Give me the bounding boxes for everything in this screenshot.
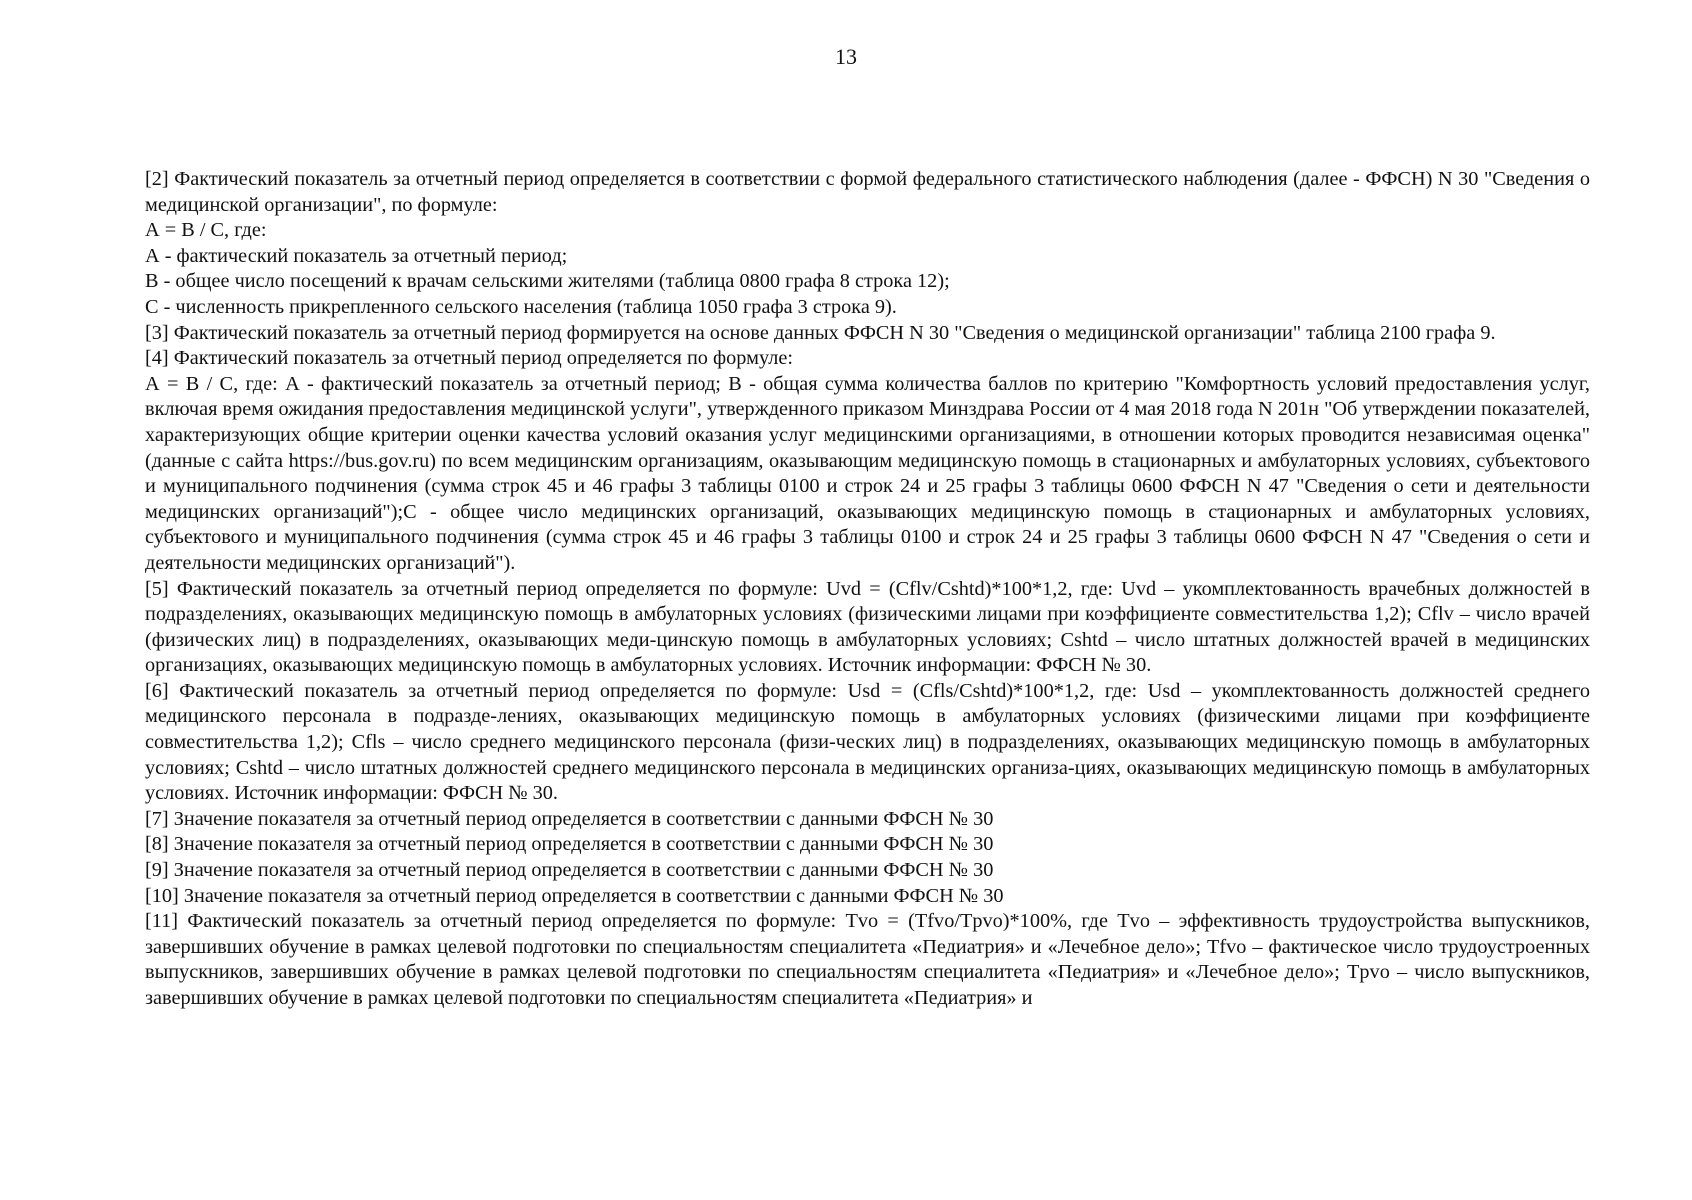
definition-a: А - фактический показатель за отчетный период; bbox=[145, 244, 568, 267]
footnote-2-paragraph: [2] Фактический показатель за отчетный период определяется в соответствии с формой федерального статистического наблюдения (далее - ФФСН) N 30 "Сведения о медицинской организации", по формуле: bbox=[145, 168, 1590, 216]
footnote-6-paragraph: [6] Фактический показатель за отчетный период определяется по формуле: Usd = (Cfls/Cshtd)*100*1,2, где: Usd – укомплектованность должностей среднего медицинского персонала в подразде-лениях, оказывающих медицинскую помощь в амбулаторных условиях (физическими лицами при коэффициенте совместительства 1,2); Cfls – число среднего медицинского персонала (физи-ческих лиц) в подразделениях, оказывающих медицинскую помощь в амбулаторных условиях; Cshtd – число штатных должностей среднего медицинского персонала в медицинских организа-циях, оказывающих медицинскую помощь в амбулаторных условиях. Источник информации: ФФСН № 30. bbox=[145, 679, 1590, 805]
definition-b: В - общее число посещений к врачам сельскими жителями (таблица 0800 графа 8 строка 12); bbox=[145, 270, 950, 293]
definition-c: С - численность прикрепленного сельского населения (таблица 1050 графа 3 строка 9). bbox=[145, 295, 897, 318]
footnote-8-paragraph: [8] Значение показателя за отчетный период определяется в соответствии с данными ФФСН № 30 bbox=[145, 833, 994, 856]
footnote-4-formula: А = В / С, где: А - фактический показатель за отчетный период; В - общая сумма количества баллов по критерию "Комфортность условий предоставления услуг, включая время ожидания предоставления медицинской услуги", утвержденного приказом Минздрава России от 4 мая 2018 года N 201н "Об утверждении показателей, характеризующих общие критерии оценки качества условий оказания услуг медицинскими организациями, в отношении которых проводится независимая оценка" (данные с сайта https://bus.gov.ru) по всем медицинским организациям, оказывающим медицинскую помощь в стационарных и амбулаторных условиях, субъектового и муниципального подчинения (сумма строк 45 и 46 графы 3 таблицы 0100 и строк 24 и 25 графы 3 таблицы 0600 ФФСН N 47 "Сведения о сети и деятельности медицинских организаций");С - общее число медицинских организаций, оказывающих медицинскую помощь в стационарных и амбулаторных условиях, субъектового и муниципального подчинения (сумма строк 45 и 46 графы 3 таблицы 0100 и строк 24 и 25 графы 3 таблицы 0600 ФФСН N 47 "Сведения о сети и деятельности медицинских организаций"). bbox=[145, 372, 1590, 574]
footnote-9-paragraph: [9] Значение показателя за отчетный период определяется в соответствии с данными ФФСН № 30 bbox=[145, 859, 994, 882]
formula-line: А = В / С, где: bbox=[145, 219, 267, 242]
footnote-11-paragraph: [11] Фактический показатель за отчетный период определяется по формуле: Tvo = (Tfvo/Tpvo)*100%, где Tvo – эффективность трудоустройства выпускников, завершивших обучение в рамках целевой подготовки по специальностям специалитета «Педиатрия» и «Лечебное дело»; Tfvo – фактическое число трудоустроенных выпускников, завершивших обучение в рамках целевой подготовки по специальностям специалитета «Педиатрия» и «Лечебное дело»; Tpvo – число выпускников, завершивших обучение в рамках целевой подготовки по специальностям специалитета «Педиатрия» и bbox=[145, 910, 1590, 1009]
footnote-7-paragraph: [7] Значение показателя за отчетный период определяется в соответствии с данными ФФСН № 30 bbox=[145, 807, 994, 830]
footnote-4-paragraph: [4] Фактический показатель за отчетный период определяется по формуле: bbox=[145, 347, 793, 370]
page-number: 13 bbox=[835, 44, 857, 69]
footnotes-body bbox=[145, 167, 1590, 1012]
footnote-10-paragraph: [10] Значение показателя за отчетный период определяется в соответствии с данными ФФСН № 30 bbox=[145, 884, 1004, 907]
footnote-5-paragraph: [5] Фактический показатель за отчетный период определяется по формуле: Uvd = (Cflv/Cshtd)*100*1,2, где: Uvd – укомплектованность врачебных должностей в подразделениях, оказывающих медицинскую помощь в амбулаторных условиях (физическими лицами при коэффициенте совместительства 1,2); Cflv – число врачей (физических лиц) в подразделениях, оказывающих меди-цинскую помощь в амбулаторных условиях; Cshtd – число штатных должностей врачей в медицинских организациях, оказывающих медицинскую помощь в амбулаторных условиях. Источник информации: ФФСН № 30. bbox=[145, 577, 1590, 677]
footnote-3-paragraph: [3] Фактический показатель за отчетный период формируется на основе данных ФФСН N 30 "Сведения о медицинской организации" таблица 2100 графа 9. bbox=[145, 321, 1496, 344]
